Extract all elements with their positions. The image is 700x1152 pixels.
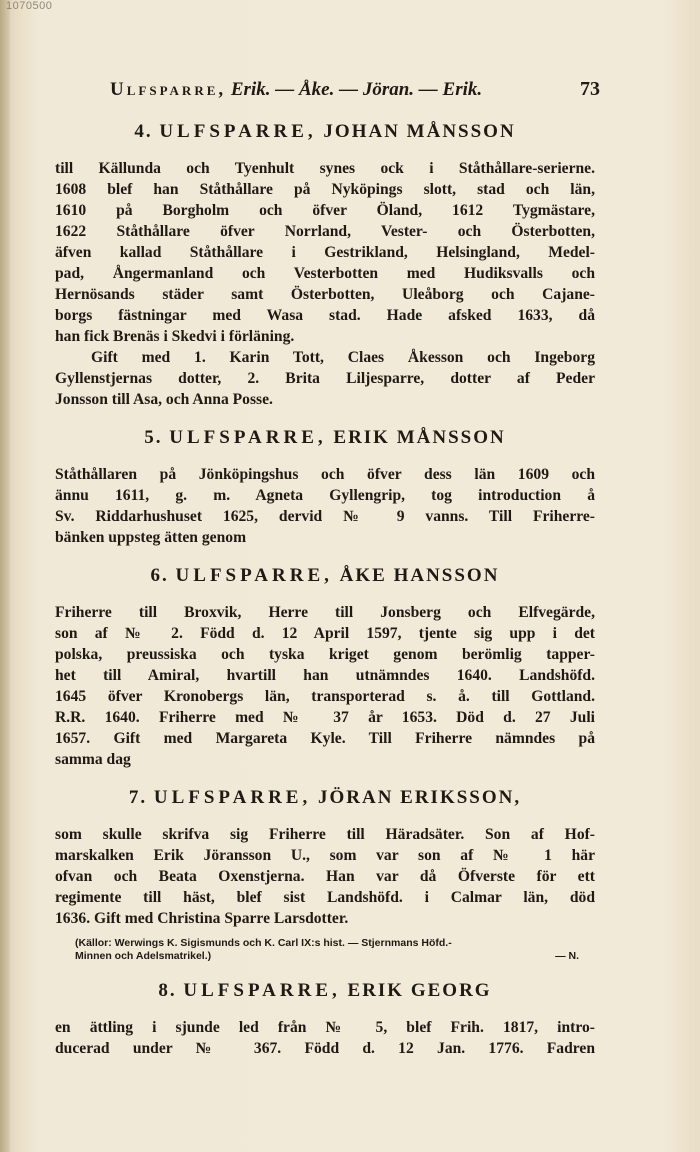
entry-title: 7. ULFSPARRE, JÖRAN ERIKSSON, [128,787,522,808]
entry-line: äfven kallad Ståthållare i Gestrikland, Helsingland, Medel- [55,244,595,261]
library-stamp: 1070500 [6,0,53,12]
entry-line: som skulle skrifva sig Friherre till Häradsäter. Son af Hof- [55,826,595,843]
entry-line: till Källunda och Tyenhult synes ock i Ståthållare-serierne. [55,160,595,177]
source-note: (Källor: Werwings K. Sigismunds och K. Carl IX:s hist. — Stjernmans Höfd.- Minnen och Adelsmatrikel.) — N. [75,937,579,962]
entry-line: regimente till häst, blef sist Landshöfd. i Calmar län, död [55,889,595,906]
header-surname: Ulfsparre, [110,79,227,100]
entry-line: Jonsson till Asa, och Anna Posse. [55,391,273,408]
entry-line: 1657. Gift med Margareta Kyle. Till Friherre nämndes på [55,730,595,747]
entry-line: Sv. Riddarhushuset 1625, dervid № 9 vanns. Till Friherre- [55,508,595,525]
entry-title: 5. ULFSPARRE, ERIK MÅNSSON [144,427,506,448]
book-spine [0,0,10,1152]
entry-line: Ståthållaren på Jönköpingshus och öfver dess län 1609 och [55,466,595,483]
entry-line: Hernösands städer samt Österbotten, Uleåborg och Cajane- [55,286,595,303]
entry-line: R.R. 1640. Friherre med № 37 år 1653. Död d. 27 Juli [55,709,595,726]
entry-line: ofvan och Beata Oxenstjerna. Han var då Öfverste för ett [55,868,595,885]
entry-line: 1645 öfver Kronobergs län, transporterad s. å. till Gottland. [55,688,595,705]
entry-line: ännu 1611, g. m. Agneta Gyllengrip, tog introduction å [55,487,595,504]
entry-line: en ättling i sjunde led från № 5, blef Frih. 1817, intro- [55,1019,595,1036]
entry-line: son af № 2. Född d. 12 April 1597, tjente sig upp i det [55,625,595,642]
entry-line: ducerad under № 367. Född d. 12 Jan. 1776. Fadren [55,1040,595,1057]
entry-line: Friherre till Broxvik, Herre till Jonsberg och Elfvegärde, [55,604,595,621]
entry-line: 1636. Gift med Christina Sparre Larsdotter. [55,910,349,927]
entry-title: 6. ULFSPARRE, ÅKE HANSSON [150,565,500,586]
entry-line: polska, preussiska och tyska kriget genom berömlig tapper- [55,646,595,663]
entry-line: han fick Brenäs i Skedvi i förläning. [55,328,295,345]
header-names: Erik. — Åke. — Jöran. — Erik. [230,79,483,100]
entry-line: Gyllenstjernas dotter, 2. Brita Liljesparre, dotter af Peder [55,370,595,387]
entry-line: 1608 blef han Ståthållare på Nyköpings slott, stad och län, [55,181,595,198]
entry-title: 8. ULFSPARRE, ERIK GEORG [158,980,492,1001]
entry-line: pad, Ångermanland och Vesterbotten med Hudiksvalls och [55,265,595,282]
entry-line: het till Amiral, hvartill han utnämndes 1640. Landshöfd. [55,667,595,684]
page-number: 73 [580,78,600,100]
entry-line: Gift med 1. Karin Tott, Claes Åkesson och Ingeborg [91,349,595,366]
running-header [110,78,600,101]
entry-line: 1610 på Borgholm och öfver Öland, 1612 Tygmästare, [55,202,595,219]
entry-line: 1622 Ståthållare öfver Norrland, Vester- och Österbotten, [55,223,595,240]
page-content [55,120,595,1059]
entry-title: 4. ULFSPARRE, JOHAN MÅNSSON [134,121,516,142]
entry-line: borgs fästningar med Wasa stad. Hade afsked 1633, då [55,307,595,324]
entry-line: samma dag [55,751,131,768]
entry-line: marskalken Erik Jöransson U., som var son af № 1 här [55,847,595,864]
entry-line: bänken uppsteg ätten genom [55,529,247,546]
